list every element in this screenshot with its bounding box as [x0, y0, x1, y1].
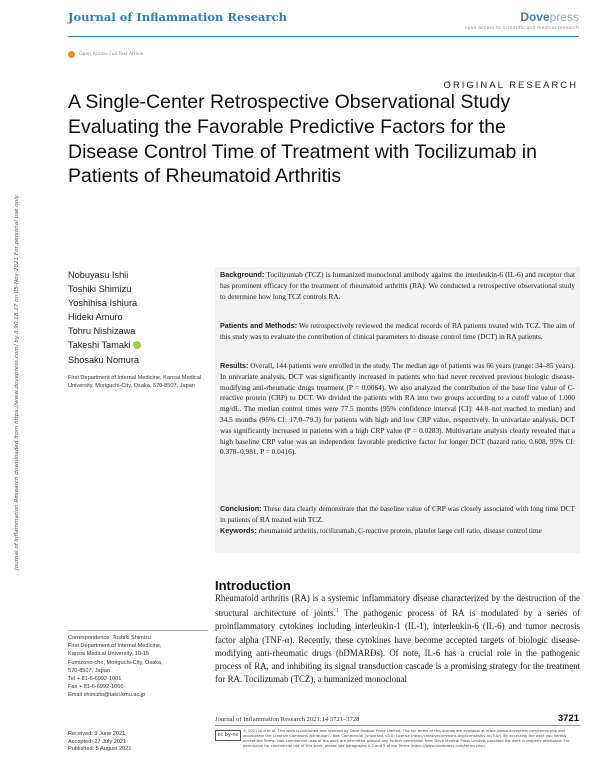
cc-license-icon[interactable]: cc by-nc: [215, 730, 241, 741]
footer-citation: Journal of Inflammation Research 2021:14 3721–3728: [215, 716, 360, 723]
publisher-light: press: [549, 10, 579, 24]
author: Hideki Amuro: [68, 312, 123, 323]
download-notice: [6, 150, 36, 570]
correspondence-line: Fax + 81-6-6992-1066: [68, 684, 124, 691]
publisher-logo: [465, 10, 579, 31]
introduction-heading: Introduction: [215, 578, 291, 593]
published-date: Published: 5 August 2021: [68, 746, 132, 753]
article-title: A Single-Center Retrospective Observational Study Evaluating the Favorable Predictive Factors for the Disease Control Time of Treatment with Tocilizumab in Patients of Rheumatoid Arthritis: [68, 91, 537, 188]
open-access-label: Open Access Full Text Article: [79, 52, 144, 57]
author: Tohru Nishizawa: [68, 326, 136, 337]
open-access-icon: [68, 51, 75, 58]
footer-rule: [215, 725, 580, 726]
section-label: ORIGINAL RESEARCH: [443, 80, 578, 91]
correspondence-line: Kansai Medical University, 10-15: [68, 651, 150, 658]
author: Yoshihisa Ishiura: [68, 298, 138, 309]
license-text: © 2021 Ishii et al. This work is published and licensed by Dove Medical Press Limited. The full terms of this license are available at https://www.dovepress.com/terms.php and incorporate the Creative Commons Attribution – Non Commercial (unported, v3.0) License (http://creativecommons.org/licenses/by-nc/3.0/). By accessing the work you hereby accept the Terms. Non-commercial uses of the work are permitted without any further permission from Dove Medical Press Limited, provided the work is properly attributed. For permission for commercial use of this work, please see paragraphs 4.2 and 5 of our Terms (https://www.dovepress.com/terms.php).: [243, 729, 570, 748]
correspondence-line: Tel + 81-6-6992-1001: [68, 676, 122, 683]
publisher-tagline: open access to scientific and medical research: [464, 26, 579, 31]
abstract-background: Background: Tocilizumab (TCZ) is humanized monoclonal antibody against the interleukin-6 (IL-6) and receptor that has prominent efficacy for the treatment of rheumatoid arthritis (RA). We conducted a retrospective observational study to determine how long TCZ controls RA.: [220, 270, 575, 301]
page-number: 3721: [557, 713, 579, 724]
correspondence-label: Correspondence: Toshiki Shimizu: [68, 635, 151, 641]
download-notice-text: Journal of Inflammation Research downloaded from https://www.dovepress.com/ by 3.90.18.17 on 05-Nov-2021 For personal use only.: [14, 193, 20, 570]
author: Nobuyasu Ishii: [68, 270, 129, 280]
abstract-keywords: Keywords: rheumatoid arthritis, tocilizumab, C-reactive protein, platelet large cell ratio, disease control time: [220, 526, 542, 535]
author: Shosaku Nomura: [68, 354, 139, 365]
correspondence-line: 570-8507, Japan: [68, 667, 110, 674]
journal-name: Journal of Inflammation Research: [68, 10, 287, 24]
open-access-badge: [68, 51, 143, 58]
author: Takeshi Tamaki: [68, 338, 141, 352]
correspondence-line: Fumizono-cho, Moriguchi-City, Osaka,: [68, 659, 163, 666]
accepted-date: Accepted: 27 July 2021: [68, 738, 127, 745]
correspondence: [68, 634, 213, 700]
correspondence-line: First Department of Internal Medicine,: [68, 643, 162, 650]
header-rule: [68, 36, 579, 37]
abstract-methods: Patients and Methods: We retrospectively reviewed the medical records of RA patients treated with TCZ. The aim of this study was to evaluate the contribution of clinical parameters to disease control time (DCT) in RA patients.: [220, 321, 575, 341]
abstract-box: [215, 267, 580, 553]
abstract-conclusion: Conclusion: These data clearly demonstrate that the baseline value of CRP was closely associated with long time DCT in patients of RA treated with TCZ.: [220, 504, 575, 524]
orcid-icon[interactable]: [133, 341, 141, 349]
introduction-text: Rheumatoid arthritis (RA) is a systemic inflammatory disease characterized by the destruction of the structural architecture of joints.$^1$ The pathogenic process of RA is modulated by a series of proinflammatory cytokines including interleukin-1 (IL-1), interleukin-6 (IL-6) and tumor necrosis factor alpha (TNF-α). Recently, these cytokines have become accepted targets of biologic disease-modifying anti-rheumatic drugs (bDMARDs). Of note, IL-6 has a crucial role in the pathogenic process of RA, and inhibiting its signal transduction cascade is a promising strategy for the treatment for RA. Tocilizumab (TCZ), a humanized monoclonal: [215, 593, 581, 685]
affiliation: First Department of Internal Medicine, Kansai Medical University, Moriguchi-City, Osaka, 570-8507, Japan: [68, 375, 202, 390]
abstract-results: Results: Overall, 144 patients were enrolled in the study. The median age of patients was 66 years (range: 34–85 years). In univariate analysis, DCT was significantly increased in patients who had never received previous biologic disease-modifying anti-rheumatic drugs treatment (P = 0.0064). We also analyzed the contribution of the base line value of C-reactive protein (CRP) to DCT. We divided the patients with RA into two groups according to a cutoff value of 1.000 mg/dL. The median control times were 77.5 months (95% confidence interval [CI]: 44.8–not reached to median) and 34.5 months (95% CI: 17.0–79.3) for patients with high and low CRP value, respectively. In univariate analysis, DCT was significantly increased in patients with a high CRP value (P = 0.0283). Multivariate analysis clearly revealed that a high baseline CRP value was an independent favorable predictive factor for longer DCT (hazard ratio, 0.608, 95% CI: 0.378–0.981, P = 0.0416).: [220, 361, 575, 457]
received-date: Received: 9 June 2021: [68, 731, 126, 737]
correspondence-rule: [68, 630, 208, 631]
article-dates: [68, 731, 131, 754]
publisher-bold: Dove: [520, 10, 550, 24]
reference-link[interactable]: 1: [335, 608, 339, 615]
author: Toshiki Shimizu: [68, 284, 132, 295]
correspondence-email[interactable]: Email shimizto@takii.kmu.ac.jp: [68, 692, 146, 699]
author-list: [68, 268, 141, 367]
